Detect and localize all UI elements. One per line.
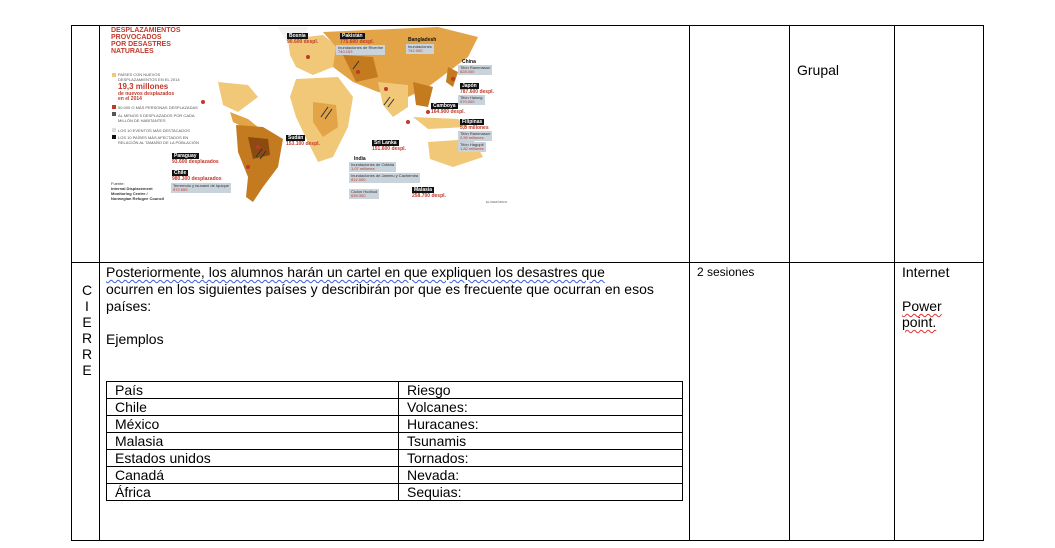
intro-line-2: ocurren en los siguientes países y describirán por que es frecuente que ocurran en esos [106,281,654,297]
risk-cell: Volcanes: [399,399,683,416]
event2-india: Inundaciones de Jammu y Cachemira [351,173,419,178]
group-label: Grupal [797,62,840,78]
legend-item-2: AL MENOS 5 DESPLAZADOS POR CADA MILLÓN DE HABITANTES [118,113,195,123]
label-japon: Japón [462,83,477,89]
label-bosnia: Bosnia [289,33,306,39]
label-chile: Chile [174,170,187,176]
map-credit: EL PERIÓDICO [486,200,508,204]
legend-countries: PAÍSES CON NUEVOS DESPLAZAMIENTOS EN EL 2014 [118,72,180,82]
event-value-japon: 570.000 [460,99,475,104]
header-risk: Riesgo [399,382,683,399]
event3-india: Ciclón Hudhud [351,189,378,194]
event-japon: Tifón Halong [460,95,483,100]
resource-internet: Internet [902,264,950,280]
ejemplos-label: Ejemplos [106,331,164,347]
label-srilanka: Sri Lanka [374,140,397,146]
event1-filipinas: Tifón Rammasun [460,131,491,136]
label-china: China [462,59,476,65]
col-border-2 [689,25,690,541]
table-row [107,416,683,433]
map-title-4: NATURALES [111,48,154,55]
cierre-letter-e: E [82,314,92,330]
intro-line-3: países: [106,298,152,314]
value-srilanka: 151.600 despl. [372,146,406,152]
event-value-chile: 972.500 [173,187,188,192]
table-row [107,433,683,450]
col-border-0 [71,25,72,541]
col-border-5 [983,25,984,541]
label-sudan: Sudán [288,135,304,141]
resource-power: Power [902,298,942,314]
label-malasia: Malasia [414,187,433,193]
table-row [107,450,683,467]
label-paraguay: Paraguay [174,153,197,159]
box-filipinas-1 [458,131,492,141]
box-pakistan [336,45,385,55]
country-cell: Canadá [107,467,399,484]
header-country: País [107,382,399,399]
event-china: Tifón Rammasun [460,65,491,70]
map-total-sub-2: en el 2014 [118,96,142,102]
value-filipinas: 5,8 millones [460,125,489,131]
col-border-3 [789,25,790,541]
cierre-letter-r1: R [81,330,93,346]
legend-item-3: LOS 10 EVENTOS MÁS DESTACADOS [118,128,190,133]
box-japon [458,95,485,105]
country-cell: África [107,484,399,501]
col-border-1 [99,25,100,541]
risk-table [106,381,683,501]
event-value-pakistan: 740.153 [338,49,353,54]
label-india: India [354,156,366,162]
cierre-letter-r2: R [81,346,93,362]
value-chile: 980.300 desplazados [172,176,222,182]
event3-value-india: 639.300 [351,193,366,198]
box-china [458,65,492,75]
map-title-2: PROVOCADOS [111,34,162,41]
event1-india: Inundaciones de Odisha [351,162,395,167]
intro-line-1: Posteriormente, los alumnos harán un cartel en que expliquen los desastres que [106,264,605,280]
cierre-letter-e2: E [82,362,92,378]
map-total-sub-1: de nuevos desplazados [118,91,175,97]
value-pakistan: 775.600 despl. [340,39,374,45]
box-filipinas-2 [458,142,486,152]
cierre-letter-i: I [85,298,89,314]
source-3: Monitoring Centre / [111,191,148,196]
risk-cell: Nevada: [399,467,683,484]
source-1: Fuente: [111,181,125,186]
legend-swatch-light [112,73,116,77]
event2-value-filipinas: 1,82 millones [460,146,484,151]
sessions-label: 2 sesiones [697,265,755,279]
event2-filipinas: Tifón Hagupit [460,142,484,147]
country-cell: Malasia [107,433,399,450]
value-bosnia: 90.600 despl. [287,39,319,45]
country-cell: Chile [107,399,399,416]
label-bangladesh: Bangladesh [408,37,437,43]
table-row [107,467,683,484]
resource-point: point. [902,314,937,330]
row-divider [71,262,984,263]
map-title-1: DESPLAZAMIENTOS [111,27,181,34]
risk-cell: Sequias: [399,484,683,501]
value-paraguay: 93.600 desplazados [172,159,219,165]
legend-item-4: LOS 10 PAÍSES MÁS AFECTADOS EN RELACIÓN AL TAMAÑO DE LA POBLACIÓN [118,135,199,145]
event2-value-india: 812.000 [351,177,366,182]
label-filipinas: Filipinas [462,119,483,125]
event1-value-india: 1,07 millones [351,166,375,171]
event1-value-filipinas: 2,59 millones [460,135,484,140]
risk-cell: Tornados: [399,450,683,467]
box-bangladesh [406,44,434,54]
box-india-2 [349,173,420,183]
legend-item-1: 50.000 O MÁS PERSONAS DESPLAZADAS [118,105,198,110]
event-bangladesh: Inundaciones [408,44,432,49]
displacement-world-map [108,27,512,205]
event-pakistan: Inundaciones de Riverine [338,45,384,50]
source-2: Internal Displacement [111,186,153,191]
box-india-1 [349,162,396,172]
col-border-4 [894,25,895,541]
cierre-letter-c: C [81,282,93,298]
source-4: Norwegian Refugee Council [111,196,165,201]
map-total: 19,3 millones [118,82,169,91]
event-value-china: 628.000 [460,69,475,74]
table-bottom-border [71,540,984,541]
label-camboya: Camboya [433,103,456,109]
box-india-3 [349,189,379,199]
value-sudan: 153.100 despl. [286,141,320,147]
map-title-3: POR DESASTRES [111,41,171,48]
country-cell: Estados unidos [107,450,399,467]
table-row [107,399,683,416]
risk-cell: Tsunamis [399,433,683,450]
country-cell: México [107,416,399,433]
value-malasia: 258.700 despl. [412,193,446,199]
event-chile: Terremoto y tsunami de Iquique [173,183,230,188]
box-chile [171,183,231,193]
risk-cell: Huracanes: [399,416,683,433]
label-pakistan: Pakistán [342,33,363,39]
table-header-row [107,382,683,399]
value-camboya: 164.900 despl. [431,109,465,115]
event-value-bangladesh: 742.000 [408,48,423,53]
table-row [107,484,683,501]
value-japon: 787.600 despl. [460,89,494,95]
table-top-border [71,25,984,26]
